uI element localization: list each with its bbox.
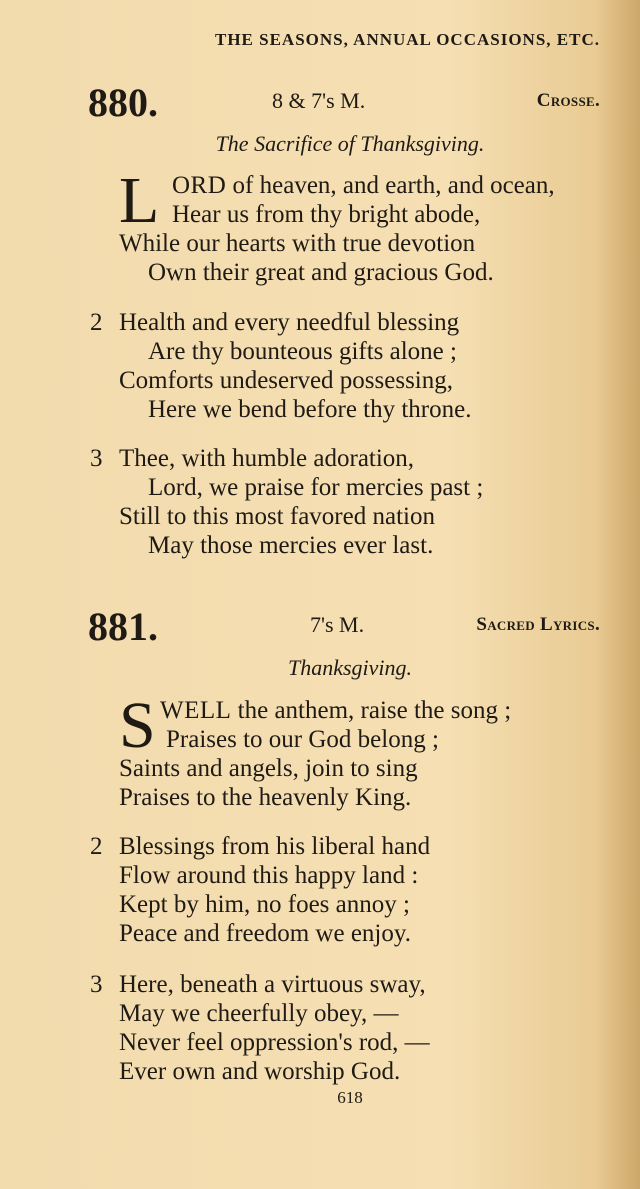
hymn-subtitle: The Sacrifice of Thanksgiving. xyxy=(215,131,485,156)
verse-line: Hear us from thy bright abode, xyxy=(172,201,481,228)
line-text: the anthem, raise the song ; xyxy=(231,697,512,724)
verse-line: Saints and angels, join to sing xyxy=(119,755,418,782)
verse-line: Health and every needful blessing xyxy=(119,309,460,336)
verse-line: Comforts undeserved possessing, xyxy=(119,367,453,394)
verse-line: Here we bend before thy throne. xyxy=(148,396,472,423)
verse-line: Are thy bounteous gifts alone ; xyxy=(148,338,457,365)
verse-line: Ever own and worship God. xyxy=(119,1058,401,1085)
verse-line: Kept by him, no foes annoy ; xyxy=(119,891,410,918)
verse-number: 2 xyxy=(90,309,103,336)
line-text: of heaven, and earth, and ocean, xyxy=(226,172,555,199)
hymn-meter: 7's M. xyxy=(310,612,365,637)
drop-cap: L xyxy=(119,164,160,237)
verse-line: Thee, with humble adoration, xyxy=(119,445,415,472)
hymn-number: 880. xyxy=(88,80,158,125)
verse-line: Here, beneath a virtuous sway, xyxy=(119,971,426,998)
verse-line: Still to this most favored nation xyxy=(119,503,435,530)
page-number: 618 xyxy=(337,1088,363,1107)
verse-line: While our hearts with true devotion xyxy=(119,230,476,257)
verse-line: Flow around this happy land : xyxy=(119,862,419,889)
verse-line: Blessings from his liberal hand xyxy=(119,833,431,860)
hymn-header xyxy=(0,604,640,650)
verse-line: May we cheerfully obey, — xyxy=(119,1000,399,1027)
verse-number: 3 xyxy=(90,445,103,472)
verse-line: Lord, we praise for mercies past ; xyxy=(148,474,484,501)
first-word-caps: ORD xyxy=(172,172,227,199)
hymn-number: 881. xyxy=(88,604,158,649)
verse-line: Own their great and gracious God. xyxy=(148,259,494,286)
verse-line: May those mercies ever last. xyxy=(148,532,434,559)
verse-line: Peace and freedom we enjoy. xyxy=(119,920,411,947)
running-head: THE SEASONS, ANNUAL OCCASIONS, ETC. xyxy=(214,30,600,49)
verse-line xyxy=(172,171,555,200)
verse-line: Praises to our God belong ; xyxy=(166,726,439,753)
hymn-header xyxy=(0,80,640,126)
hymn-meter: 8 & 7's M. xyxy=(272,88,366,113)
tune-name: Sacred Lyrics. xyxy=(476,614,600,635)
verse-number: 2 xyxy=(90,833,103,860)
tune-name: Crosse. xyxy=(536,90,600,111)
first-word-caps: WELL xyxy=(160,697,232,724)
verse-line: Never feel oppression's rod, — xyxy=(119,1029,430,1056)
drop-cap: S xyxy=(119,689,156,762)
verse-line: Praises to the heavenly King. xyxy=(119,784,412,811)
verse-line xyxy=(160,696,511,725)
hymn-subtitle: Thanksgiving. xyxy=(287,655,413,680)
verse-number: 3 xyxy=(90,971,103,998)
